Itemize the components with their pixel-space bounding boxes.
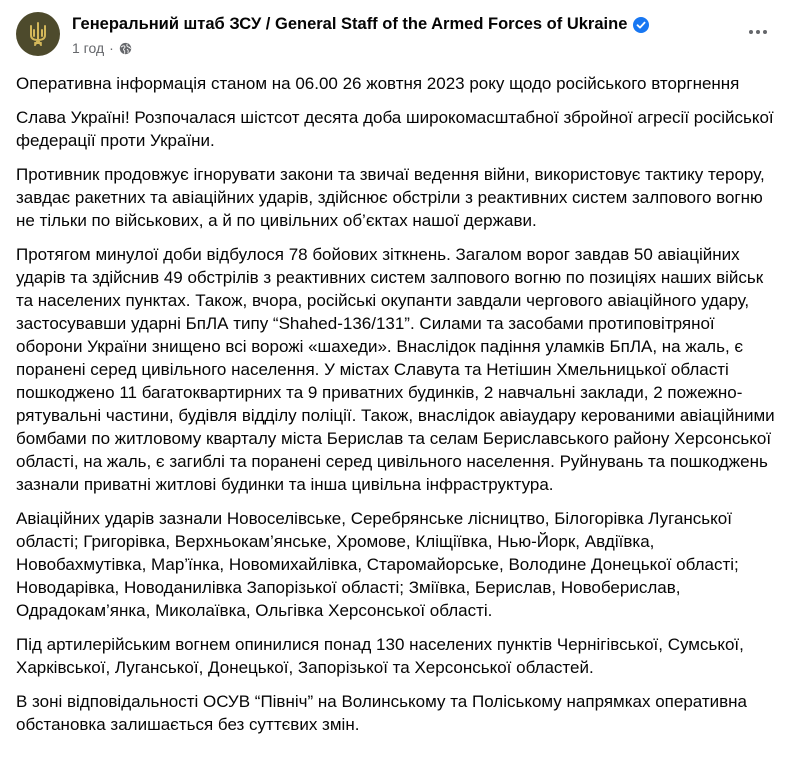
- more-options-icon-dot: [763, 30, 767, 34]
- page-avatar[interactable]: [16, 12, 60, 56]
- post-timestamp[interactable]: 1 год: [72, 40, 105, 56]
- trident-icon: [25, 21, 51, 47]
- post-paragraph: Противник продовжує ігнорувати закони та звичаї ведення війни, використовує тактику терору, завдає ракетних та авіаційних ударів, здійснює обстріли з реактивних систем залпового вогню не тільки по військових, а й по цивільних об’єктах нашої держави.: [16, 165, 765, 230]
- post-paragraph: Авіаційних ударів зазнали Новоселівське, Серебрянське лісництво, Білогорівка Луганської області; Григорівка, Верхньокам’янське, Хромове, Кліщіївка, Нью-Йорк, Авдіївка, Новобахмутівка, Мар’їнка, Новомихайлівка, Старомайорське, Володине Донецької області; Новодарівка, Новоданилівка Запорізької області; Зміївка, Берислав, Новоберислав, Одрадокам’янка, Миколаївка, Ольгівка Херсонської області.: [16, 509, 739, 620]
- more-options-icon: [749, 30, 753, 34]
- post-paragraph: Слава Україні! Розпочалася шістсот десята доба широкомасштабної збройної агресії російської федерації проти України.: [16, 108, 774, 150]
- more-options-button[interactable]: [744, 22, 772, 42]
- post-paragraph: Оперативна інформація станом на 06.00 26 жовтня 2023 року щодо російського вторгнення: [16, 74, 740, 93]
- more-options-icon-dot: [756, 30, 760, 34]
- page-name-link[interactable]: [72, 15, 649, 34]
- post-body: [16, 72, 778, 747]
- post-header: [16, 12, 778, 60]
- post-paragraph: В зоні відповідальності ОСУВ “Північ” на Волинському та Поліському напрямках оперативна обстановка залишається без суттєвих змін.: [16, 692, 748, 734]
- post-meta: [72, 40, 132, 56]
- post-paragraph: Протягом минулої доби відбулося 78 бойових зіткнень. Загалом ворог завдав 50 авіаційних ударів та здійснив 49 обстрілів з реактивних систем залпового вогню по позиціях наших військ та населених пунктах. Також, вчора, російські окупанти завдали чергового авіаційного удару, застосувавши ударні БпЛА типу “Shahed-136/131”. Силами та засобами протиповітряної оборони України знищено всі ворожі «шахеди». Внаслідок падіння уламків БпЛА, на жаль, є поранені серед цивільного населення. У містах Славута та Нетішин Хмельницької області пошкоджено 11 багатоквартирних та 9 приватних будинків, 2 навчальні заклади, 2 пожежно-рятувальні частини, будівля відділу поліції. Також, внаслідок авіаудару керованими авіаційними бомбами по житловому кварталу міста Берислав та селам Бериславського району Херсонської області, на жаль, є загиблі та поранені серед цивільного населення. Руйнувань та пошкоджень зазнали приватні житлові будинки та інша цивільна інфраструктура.: [16, 245, 775, 494]
- verified-badge-icon: [633, 17, 649, 33]
- meta-separator: ·: [109, 40, 114, 56]
- post-paragraph: Під артилерійським вогнем опинилися понад 130 населених пунктів Чернігівської, Сумської, Харківської, Луганської, Донецької, Запорізької та Херсонської областей.: [16, 635, 744, 677]
- globe-icon[interactable]: [119, 42, 132, 55]
- page-name[interactable]: Генеральний штаб ЗСУ / General Staff of the Armed Forces of Ukraine: [72, 15, 628, 33]
